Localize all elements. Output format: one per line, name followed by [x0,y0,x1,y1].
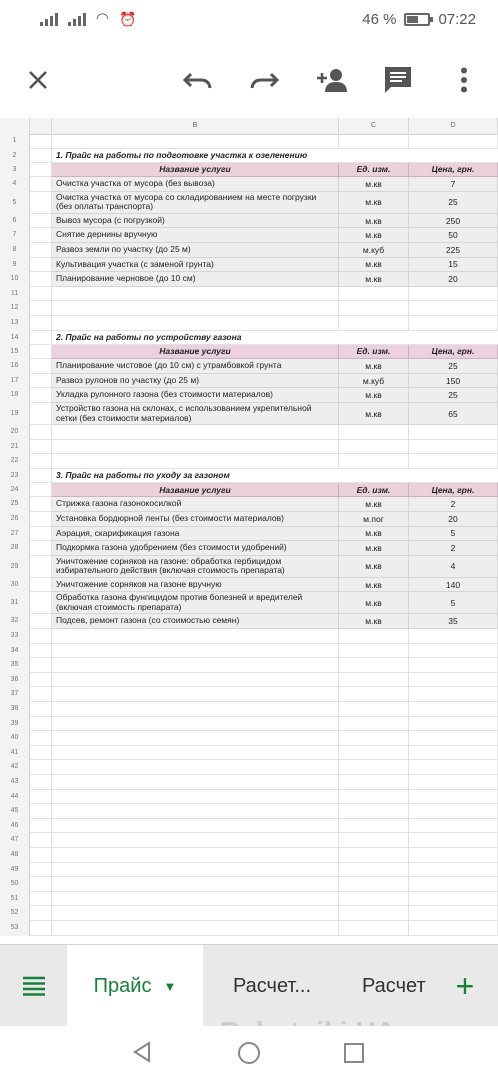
cell-a[interactable] [30,906,52,921]
battery-percent: 46 % [362,11,397,28]
service-name[interactable]: Культивация участка (с заменой грунта) [52,258,339,273]
service-unit[interactable]: м.куб [339,243,409,258]
status-bar [0,0,498,42]
row-number[interactable]: 4 [0,177,30,192]
column-header-row [0,118,498,135]
header-unit[interactable]: Ед. изм. [339,163,409,178]
close-icon[interactable] [16,58,60,102]
service-unit[interactable]: м.кв [339,214,409,229]
cell-a[interactable] [30,819,52,834]
system-navigation-bar [0,1026,498,1080]
service-unit[interactable]: м.кв [339,556,409,578]
empty-cell[interactable] [409,746,498,761]
column-header-b[interactable]: B [52,118,339,134]
add-person-icon[interactable] [310,58,354,102]
empty-cell[interactable] [339,921,409,936]
tab-price[interactable] [67,945,203,1027]
service-name[interactable]: Развоз земли по участку (до 25 м) [52,243,339,258]
row-number[interactable]: 10 [0,272,30,287]
service-unit[interactable]: м.кв [339,497,409,512]
section-title[interactable]: 1. Прайс на работы по подготовке участка к озеленению [52,149,498,163]
empty-cell[interactable] [409,804,498,819]
cell-a[interactable] [30,921,52,936]
signal-icon [40,12,58,26]
service-price[interactable]: 2 [409,497,498,512]
service-price[interactable]: 150 [409,374,498,389]
empty-cell[interactable] [52,819,339,834]
all-sheets-icon[interactable] [10,945,58,1027]
empty-cell[interactable] [339,134,409,149]
header-price[interactable]: Цена, грн. [409,163,498,178]
empty-cell[interactable] [339,287,409,302]
empty-cell[interactable] [409,687,498,702]
battery-icon [404,13,430,26]
row-number[interactable]: 17 [0,374,30,389]
cell-a[interactable] [30,228,52,243]
empty-cell[interactable] [339,819,409,834]
cell-a[interactable] [30,177,52,192]
cell-a[interactable] [30,804,52,819]
service-price[interactable]: 225 [409,243,498,258]
row-number[interactable]: 38 [0,702,30,717]
cell-a[interactable] [30,287,52,302]
empty-cell[interactable] [52,731,339,746]
cell-a[interactable] [30,149,52,163]
service-name[interactable]: Развоз рулонов по участку (до 25 м) [52,374,339,389]
empty-cell[interactable] [339,454,409,469]
service-price[interactable]: 140 [409,578,498,593]
cell-a[interactable] [30,469,52,483]
row-number[interactable]: 12 [0,301,30,316]
cell-a[interactable] [30,192,52,214]
cell-a[interactable] [30,243,52,258]
cell-a[interactable] [30,403,52,425]
service-unit[interactable]: м.кв [339,192,409,214]
section-title[interactable]: 2. Прайс на работы по устройству газона [52,331,498,345]
row-number[interactable]: 20 [0,425,30,440]
row-number[interactable]: 18 [0,388,30,403]
row-number[interactable]: 43 [0,775,30,790]
empty-cell[interactable] [409,717,498,732]
service-unit[interactable]: м.куб [339,374,409,389]
empty-cell[interactable] [339,746,409,761]
row-number[interactable]: 37 [0,687,30,702]
empty-cell[interactable] [339,731,409,746]
cell-a[interactable] [30,746,52,761]
service-unit[interactable]: м.кв [339,403,409,425]
service-name[interactable]: Укладка рулонного газона (без стоимости материалов) [52,388,339,403]
row-number[interactable]: 42 [0,760,30,775]
tab-calc-2-label: Расчет [362,974,426,997]
empty-cell[interactable] [339,658,409,673]
empty-cell[interactable] [52,440,339,455]
empty-cell[interactable] [339,440,409,455]
service-price[interactable]: 50 [409,228,498,243]
row-number[interactable]: 45 [0,804,30,819]
row-number[interactable]: 24 [0,483,30,498]
empty-cell[interactable] [409,316,498,331]
row-number[interactable]: 48 [0,848,30,863]
empty-cell[interactable] [409,287,498,302]
cell-a[interactable] [30,863,52,878]
service-price[interactable]: 4 [409,556,498,578]
cell-a[interactable] [30,760,52,775]
empty-cell[interactable] [409,425,498,440]
empty-cell[interactable] [339,833,409,848]
row-number[interactable]: 6 [0,214,30,229]
cell-a[interactable] [30,374,52,389]
spreadsheet-grid[interactable] [0,118,498,944]
row-number[interactable]: 13 [0,316,30,331]
row-number[interactable]: 8 [0,243,30,258]
empty-cell[interactable] [409,833,498,848]
row-number[interactable]: 16 [0,359,30,374]
empty-cell[interactable] [409,877,498,892]
empty-cell[interactable] [52,687,339,702]
empty-cell[interactable] [409,134,498,149]
empty-cell[interactable] [52,454,339,469]
cell-a[interactable] [30,388,52,403]
empty-cell[interactable] [52,848,339,863]
row-number[interactable]: 23 [0,469,30,483]
empty-cell[interactable] [339,760,409,775]
service-name[interactable]: Снятие дернины вручную [52,228,339,243]
empty-cell[interactable] [339,892,409,907]
cell-a[interactable] [30,301,52,316]
row-number[interactable]: 40 [0,731,30,746]
redo-icon[interactable] [242,58,286,102]
service-price[interactable]: 25 [409,359,498,374]
row-number[interactable]: 52 [0,906,30,921]
undo-icon[interactable] [176,58,220,102]
service-unit[interactable]: м.кв [339,541,409,556]
row-number[interactable]: 36 [0,673,30,688]
cell-a[interactable] [30,134,52,149]
row-number[interactable]: 41 [0,746,30,761]
corner-cell[interactable] [0,118,30,134]
service-name[interactable]: Очистка участка от мусора (без вывоза) [52,177,339,192]
service-unit[interactable]: м.кв [339,258,409,273]
service-unit[interactable]: м.кв [339,592,409,614]
row-number[interactable]: 30 [0,578,30,593]
row-number[interactable]: 5 [0,192,30,214]
header-name[interactable]: Название услуги [52,163,339,178]
cell-a[interactable] [30,717,52,732]
service-name[interactable]: Устройство газона на склонах, с использованием укрепительной сетки (без стоимости материалов) [52,403,339,425]
row-number[interactable]: 27 [0,527,30,542]
cell-a[interactable] [30,527,52,542]
cell-a[interactable] [30,497,52,512]
empty-cell[interactable] [52,775,339,790]
empty-cell[interactable] [339,425,409,440]
cell-a[interactable] [30,425,52,440]
header-price[interactable]: Цена, грн. [409,345,498,360]
cell-a[interactable] [30,258,52,273]
header-unit[interactable]: Ед. изм. [339,483,409,498]
cell-a[interactable] [30,614,52,629]
sheet-tab-bar [0,944,498,1027]
empty-cell[interactable] [409,440,498,455]
row-number[interactable]: 53 [0,921,30,936]
service-price[interactable]: 7 [409,177,498,192]
empty-cell[interactable] [339,877,409,892]
cell-a[interactable] [30,541,52,556]
row-number[interactable]: 19 [0,403,30,425]
service-unit[interactable]: м.кв [339,614,409,629]
service-name[interactable]: Подкормка газона удобрением (без стоимости удобрений) [52,541,339,556]
wifi-icon: ◠ [96,10,110,27]
service-price[interactable]: 2 [409,541,498,556]
column-header-a[interactable] [30,118,52,134]
cell-a[interactable] [30,578,52,593]
row-number[interactable]: 28 [0,541,30,556]
row-number[interactable]: 46 [0,819,30,834]
cell-a[interactable] [30,359,52,374]
service-name[interactable]: Планирование чистовое (до 10 см) с утрамбовкой грунта [52,359,339,374]
row-number[interactable]: 9 [0,258,30,273]
service-unit[interactable]: м.кв [339,388,409,403]
cell-a[interactable] [30,440,52,455]
service-name[interactable]: Обработка газона фунгицидом против болезней и вредителей (включая стоимость препарата) [52,592,339,614]
service-unit[interactable]: м.кв [339,272,409,287]
toolbar [0,42,498,118]
row-number[interactable]: 44 [0,790,30,805]
service-name[interactable]: Уничтожение сорняков на газоне вручную [52,578,339,593]
row-number[interactable]: 2 [0,149,30,163]
cell-a[interactable] [30,272,52,287]
cell-a[interactable] [30,163,52,178]
empty-cell[interactable] [52,877,339,892]
empty-cell[interactable] [409,644,498,659]
home-icon[interactable] [237,1041,261,1065]
empty-cell[interactable] [339,316,409,331]
service-unit[interactable]: м.кв [339,527,409,542]
empty-cell[interactable] [409,731,498,746]
empty-cell[interactable] [409,892,498,907]
empty-cell[interactable] [409,301,498,316]
tab-calc-2[interactable] [342,945,434,1027]
row-number[interactable]: 21 [0,440,30,455]
cell-a[interactable] [30,775,52,790]
cell-a[interactable] [30,658,52,673]
empty-cell[interactable] [409,658,498,673]
back-icon[interactable] [132,1041,152,1063]
empty-cell[interactable] [52,790,339,805]
cell-a[interactable] [30,512,52,527]
tab-price-label: Прайс [93,974,152,997]
service-price[interactable]: 5 [409,527,498,542]
empty-cell[interactable] [52,921,339,936]
empty-cell[interactable] [52,673,339,688]
cell-a[interactable] [30,877,52,892]
cell-a[interactable] [30,629,52,644]
recents-icon[interactable] [343,1042,365,1064]
cell-a[interactable] [30,483,52,498]
cell-a[interactable] [30,331,52,345]
cell-a[interactable] [30,673,52,688]
cell-a[interactable] [30,833,52,848]
row-number[interactable]: 7 [0,228,30,243]
service-name[interactable]: Уничтожение сорняков на газоне: обработка гербицидом избирательного действия (включая стоимость препарата) [52,556,339,578]
service-name[interactable]: Подсев, ремонт газона (со стоимостью семян) [52,614,339,629]
service-price[interactable]: 15 [409,258,498,273]
signal-icon-2 [68,12,86,26]
service-name[interactable]: Установка бордюрной ленты (без стоимости материалов) [52,512,339,527]
header-name[interactable]: Название услуги [52,345,339,360]
service-name[interactable]: Стрижка газона газонокосилкой [52,497,339,512]
cell-a[interactable] [30,892,52,907]
empty-cell[interactable] [339,629,409,644]
service-price[interactable]: 250 [409,214,498,229]
empty-cell[interactable] [409,790,498,805]
alarm-icon: ⏰ [119,11,137,27]
empty-cell[interactable] [339,804,409,819]
service-name[interactable]: Аэрация, скарификация газона [52,527,339,542]
empty-cell[interactable] [409,863,498,878]
empty-cell[interactable] [52,301,339,316]
service-price[interactable]: 65 [409,403,498,425]
cell-a[interactable] [30,702,52,717]
empty-cell[interactable] [409,775,498,790]
empty-cell[interactable] [339,687,409,702]
cell-a[interactable] [30,790,52,805]
more-vert-icon[interactable] [442,58,486,102]
empty-cell[interactable] [52,425,339,440]
cell-a[interactable] [30,592,52,614]
row-number[interactable]: 34 [0,644,30,659]
service-price[interactable]: 25 [409,192,498,214]
empty-cell[interactable] [409,819,498,834]
cell-a[interactable] [30,316,52,331]
empty-cell[interactable] [409,906,498,921]
empty-cell[interactable] [339,301,409,316]
row-number[interactable]: 15 [0,345,30,360]
service-unit[interactable]: м.пог [339,512,409,527]
comment-icon[interactable] [376,58,420,102]
column-header-d[interactable]: D [409,118,498,134]
cell-a[interactable] [30,454,52,469]
chevron-down-icon[interactable]: ▼ [163,978,177,994]
column-header-c[interactable]: C [339,118,409,134]
empty-cell[interactable] [409,760,498,775]
row-number[interactable]: 29 [0,556,30,578]
cell-a[interactable] [30,345,52,360]
empty-cell[interactable] [339,906,409,921]
empty-cell[interactable] [52,629,339,644]
empty-cell[interactable] [52,804,339,819]
header-unit[interactable]: Ед. изм. [339,345,409,360]
tab-calc-1-label: Расчет... [232,974,312,997]
empty-cell[interactable] [339,775,409,790]
empty-cell[interactable] [409,702,498,717]
empty-cell[interactable] [409,629,498,644]
service-unit[interactable]: м.кв [339,578,409,593]
empty-cell[interactable] [52,134,339,149]
cell-a[interactable] [30,848,52,863]
empty-cell[interactable] [339,790,409,805]
row-number[interactable]: 32 [0,614,30,629]
row-number[interactable]: 26 [0,512,30,527]
row-number[interactable]: 50 [0,877,30,892]
empty-cell[interactable] [409,921,498,936]
row-number[interactable]: 47 [0,833,30,848]
row-number[interactable]: 31 [0,592,30,614]
empty-cell[interactable] [409,848,498,863]
empty-cell[interactable] [52,760,339,775]
service-unit[interactable]: м.кв [339,228,409,243]
empty-cell[interactable] [52,287,339,302]
empty-cell[interactable] [339,848,409,863]
empty-cell[interactable] [339,702,409,717]
row-number[interactable]: 33 [0,629,30,644]
row-number[interactable]: 35 [0,658,30,673]
cell-a[interactable] [30,644,52,659]
service-unit[interactable]: м.кв [339,359,409,374]
row-number[interactable]: 11 [0,287,30,302]
empty-cell[interactable] [52,644,339,659]
empty-cell[interactable] [52,702,339,717]
empty-cell[interactable] [52,658,339,673]
empty-cell[interactable] [52,316,339,331]
add-sheet-icon[interactable]: + [455,967,475,1004]
cell-a[interactable] [30,556,52,578]
row-number[interactable]: 25 [0,497,30,512]
row-number[interactable]: 14 [0,331,30,345]
empty-cell[interactable] [52,892,339,907]
tab-calc-1[interactable] [204,945,340,1027]
row-number[interactable]: 39 [0,717,30,732]
empty-cell[interactable] [339,717,409,732]
service-name[interactable]: Вывоз мусора (с погрузкой) [52,214,339,229]
service-price[interactable]: 35 [409,614,498,629]
section-title[interactable]: 3. Прайс на работы по уходу за газоном [52,469,498,483]
empty-cell[interactable] [52,746,339,761]
cell-a[interactable] [30,731,52,746]
empty-cell[interactable] [52,863,339,878]
empty-cell[interactable] [339,673,409,688]
cell-a[interactable] [30,214,52,229]
empty-cell[interactable] [339,863,409,878]
service-price[interactable]: 20 [409,272,498,287]
empty-cell[interactable] [409,454,498,469]
service-price[interactable]: 5 [409,592,498,614]
clock: 07:22 [438,11,476,28]
row-number[interactable]: 22 [0,454,30,469]
service-name[interactable]: Планирование черновое (до 10 см) [52,272,339,287]
row-number[interactable]: 51 [0,892,30,907]
service-price[interactable]: 20 [409,512,498,527]
service-unit[interactable]: м.кв [339,177,409,192]
header-price[interactable]: Цена, грн. [409,483,498,498]
service-price[interactable]: 25 [409,388,498,403]
header-name[interactable]: Название услуги [52,483,339,498]
empty-cell[interactable] [52,717,339,732]
empty-cell[interactable] [52,906,339,921]
row-number[interactable]: 3 [0,163,30,178]
empty-cell[interactable] [339,644,409,659]
empty-cell[interactable] [52,833,339,848]
cell-a[interactable] [30,687,52,702]
empty-cell[interactable] [409,673,498,688]
row-number[interactable]: 1 [0,134,30,149]
service-name[interactable]: Очистка участка от мусора со складированием на месте погрузки (без оплаты транспорта) [52,192,339,214]
row-number[interactable]: 49 [0,863,30,878]
